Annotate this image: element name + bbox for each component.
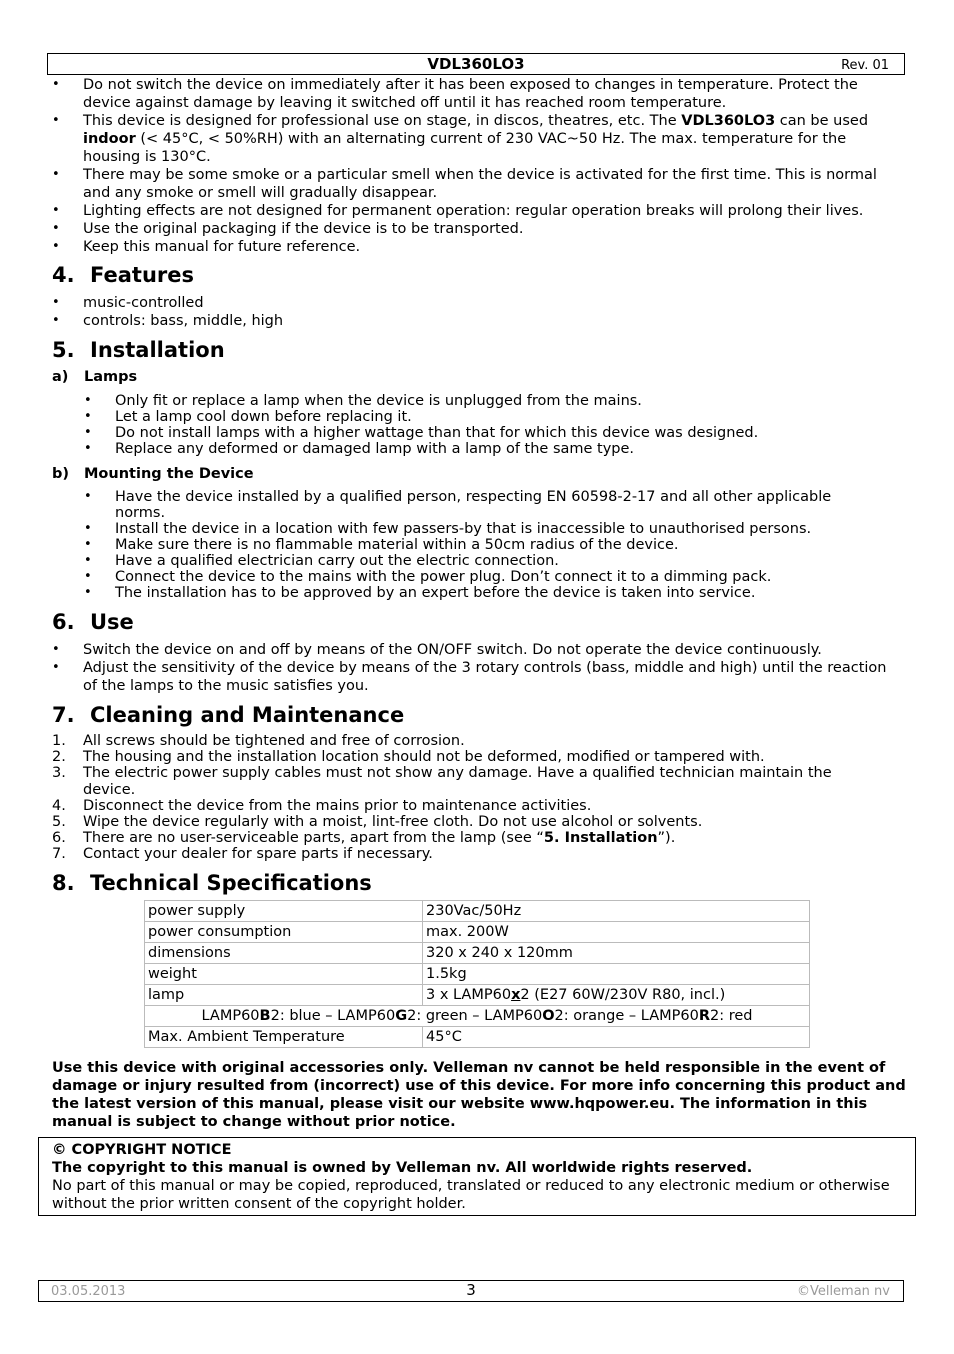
copyright-owner: The copyright to this manual is owned by Velleman nv. All worldwide rights reserved. xyxy=(52,1160,753,1176)
spec-table xyxy=(144,900,810,1048)
list-item: 6. There are no user-serviceable parts, apart from the lamp (see “5. Installation”). xyxy=(52,830,676,847)
copyright-text: No part of this manual or may be copied, reproduced, translated or reduced to any electronic medium or otherwise without the prior written consent of the copyright holder. xyxy=(52,1178,890,1212)
list-item: • Replace any deformed or damaged lamp with a lamp of the same type. xyxy=(84,441,864,457)
copyright-notice xyxy=(38,1137,916,1216)
table-row: dimensions 320 x 240 x 120mm xyxy=(145,943,810,964)
section-heading-features: 4. Features xyxy=(52,263,194,287)
disclaimer: Use this device with original accessories only. Velleman nv cannot be held responsible in the event of damage or injury resulted from (incorrect) use of this device. For more info concerning this product and the latest version of this manual, please visit our website www.hqpower.eu. The information in this manual is subject to change without prior notice. xyxy=(52,1060,906,1130)
section-heading-use: 6. Use xyxy=(52,610,134,634)
list-item: • The installation has to be approved by an expert before the device is taken into service. xyxy=(84,585,864,601)
list-item: • Use the original packaging if the device is to be transported. xyxy=(52,220,902,238)
section-heading-installation: 5. Installation xyxy=(52,338,225,362)
table-row: LAMP60B2: blue – LAMP60G2: green – LAMP60O2: orange – LAMP60R2: red xyxy=(145,1006,810,1027)
list-item: • Let a lamp cool down before replacing it. xyxy=(84,409,864,425)
header-model: VDL360LO3 xyxy=(427,55,525,73)
table-row: Max. Ambient Temperature 45°C xyxy=(145,1027,810,1048)
list-item: • Do not switch the device on immediately after it has been exposed to changes in temperature. Protect the device against damage by leaving it switched off until it has reached room temperature. xyxy=(52,76,902,112)
copyright-title: © COPYRIGHT NOTICE xyxy=(52,1142,232,1158)
list-item: • controls: bass, middle, high xyxy=(52,312,902,330)
list-item: 5. Wipe the device regularly with a moist, lint-free cloth. Do not use alcohol or solvents. xyxy=(52,814,703,831)
lamps-list xyxy=(84,393,864,457)
list-item: 4. Disconnect the device from the mains prior to maintenance activities. xyxy=(52,797,592,814)
list-item: • Adjust the sensitivity of the device by means of the 3 rotary controls (bass, middle and high) until the reaction of the lamps to the music satisfies you. xyxy=(52,659,902,695)
list-item: • Switch the device on and off by means of the ON/OFF switch. Do not operate the device continuously. xyxy=(52,641,902,659)
use-list xyxy=(52,641,902,695)
list-item: • Connect the device to the mains with the power plug. Don’t connect it to a dimming pack. xyxy=(84,569,864,585)
list-item: • Have a qualified electrician carry out the electric connection. xyxy=(84,553,864,569)
list-item: 7. Contact your dealer for spare parts if necessary. xyxy=(52,846,433,863)
table-row: weight 1.5kg xyxy=(145,964,810,985)
subheading-lamps: a) Lamps xyxy=(52,369,138,385)
subheading-mounting: b) Mounting the Device xyxy=(52,466,254,482)
safety-list xyxy=(52,76,902,256)
list-item: 1. All screws should be tightened and free of corrosion. xyxy=(52,733,465,749)
page-number: 3 xyxy=(466,1281,476,1299)
list-item: • Only fit or replace a lamp when the device is unplugged from the mains. xyxy=(84,393,864,409)
list-item: • Do not install lamps with a higher wattage than that for which this device was designed. xyxy=(84,425,864,441)
section-heading-specs: 8. Technical Specifications xyxy=(52,871,372,895)
page-header xyxy=(47,53,905,75)
list-item: • Lighting effects are not designed for permanent operation: regular operation breaks will prolong their lives. xyxy=(52,202,902,220)
list-item: 2. The housing and the installation location should not be deformed, modified or tampered with. xyxy=(52,749,765,766)
list-item: • This device is designed for professional use on stage, in discos, theatres, etc. The VDL360LO3 can be used indoor (< 45°C, < 50%RH) with an alternating current of 230 VAC~50 Hz. The max. temperature for the housing is 130°C. xyxy=(52,112,902,166)
table-row: lamp 3 x LAMP60x2 (E27 60W/230V R80, incl.) xyxy=(145,985,810,1006)
list-item: • Have the device installed by a qualified person, respecting EN 60598-2-17 and all other applicable norms. xyxy=(84,489,864,521)
list-item: • music-controlled xyxy=(52,294,902,312)
table-row: power consumption max. 200W xyxy=(145,922,810,943)
footer-copyright: ©Velleman nv xyxy=(796,1284,890,1299)
footer-date: 03.05.2013 xyxy=(51,1284,126,1299)
header-revision: Rev. 01 xyxy=(841,58,889,73)
section-heading-cleaning: 7. Cleaning and Maintenance xyxy=(52,703,405,727)
features-list xyxy=(52,294,902,330)
list-item: • Install the device in a location with few passers-by that is inaccessible to unauthorised persons. xyxy=(84,521,864,537)
list-item: • There may be some smoke or a particular smell when the device is activated for the first time. This is normal and any smoke or smell will gradually disappear. xyxy=(52,166,902,202)
list-item: • Make sure there is no flammable material within a 50cm radius of the device. xyxy=(84,537,864,553)
mounting-list xyxy=(84,489,864,601)
list-item: 3. The electric power supply cables must not show any damage. Have a qualified technician maintain the device. xyxy=(52,765,832,798)
page-footer xyxy=(38,1280,904,1302)
list-item: • Keep this manual for future reference. xyxy=(52,238,902,256)
table-row: power supply 230Vac/50Hz xyxy=(145,901,810,922)
cleaning-list xyxy=(52,733,872,863)
